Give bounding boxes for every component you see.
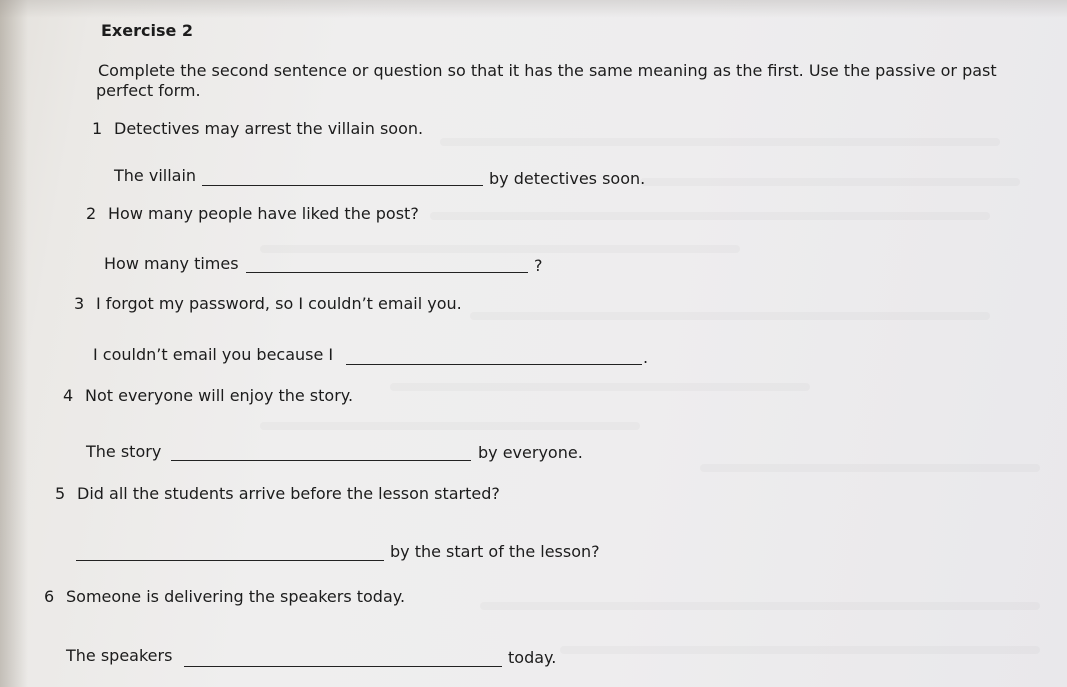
- answer-2-suffix: ?: [534, 256, 543, 275]
- answer-1-suffix: by detectives soon.: [489, 169, 646, 188]
- show-through-line: [640, 178, 1020, 186]
- answer-1-prefix: The villain: [114, 166, 197, 185]
- question-sentence: Someone is delivering the speakers today.: [66, 587, 406, 606]
- show-through-line: [470, 312, 990, 320]
- answer-4-suffix: by everyone.: [478, 443, 583, 462]
- question-sentence: I forgot my password, so I couldn’t email you.: [96, 294, 462, 313]
- question-number: 1: [92, 119, 103, 138]
- page-shadow-top: [0, 0, 1067, 18]
- answer-6-prefix: The speakers: [66, 646, 173, 665]
- question-number: 3: [74, 294, 85, 313]
- show-through-line: [440, 138, 1000, 146]
- show-through-line: [260, 245, 740, 253]
- question-number: 4: [63, 386, 74, 405]
- instructions-line-2: perfect form.: [96, 81, 201, 100]
- question-3: [74, 294, 462, 314]
- answer-6-suffix: today.: [508, 648, 557, 667]
- answer-2-prefix: How many times: [104, 254, 239, 273]
- question-1: [92, 119, 423, 139]
- page-shadow-left: [0, 0, 28, 687]
- question-5: [55, 484, 500, 504]
- show-through-line: [260, 422, 640, 430]
- answer-3-blank[interactable]: [346, 364, 642, 365]
- answer-4-blank[interactable]: [171, 460, 471, 461]
- show-through-line: [560, 646, 1040, 654]
- question-6: [44, 587, 405, 607]
- exercise-title: Exercise 2: [101, 21, 194, 40]
- question-sentence: How many people have liked the post?: [108, 204, 419, 223]
- answer-5-suffix: by the start of the lesson?: [390, 542, 600, 561]
- answer-5-blank[interactable]: [76, 560, 384, 561]
- question-sentence: Did all the students arrive before the lesson started?: [77, 484, 500, 503]
- show-through-line: [480, 602, 1040, 610]
- question-number: 6: [44, 587, 55, 606]
- show-through-line: [700, 464, 1040, 472]
- instructions-line-1: Complete the second sentence or question so that it has the same meaning as the first. Use the passive or past: [98, 61, 997, 80]
- answer-2-blank[interactable]: [246, 272, 528, 273]
- question-number: 5: [55, 484, 66, 503]
- answer-3-suffix: .: [643, 348, 649, 367]
- question-2: [86, 204, 419, 224]
- question-sentence: Not everyone will enjoy the story.: [85, 386, 354, 405]
- answer-4-prefix: The story: [86, 442, 162, 461]
- question-4: [63, 386, 353, 406]
- question-number: 2: [86, 204, 97, 223]
- show-through-line: [390, 383, 810, 391]
- question-sentence: Detectives may arrest the villain soon.: [114, 119, 424, 138]
- answer-1-blank[interactable]: [202, 185, 483, 186]
- show-through-line: [430, 212, 990, 220]
- answer-3-prefix: I couldn’t email you because I: [93, 345, 334, 364]
- answer-6-blank[interactable]: [184, 666, 502, 667]
